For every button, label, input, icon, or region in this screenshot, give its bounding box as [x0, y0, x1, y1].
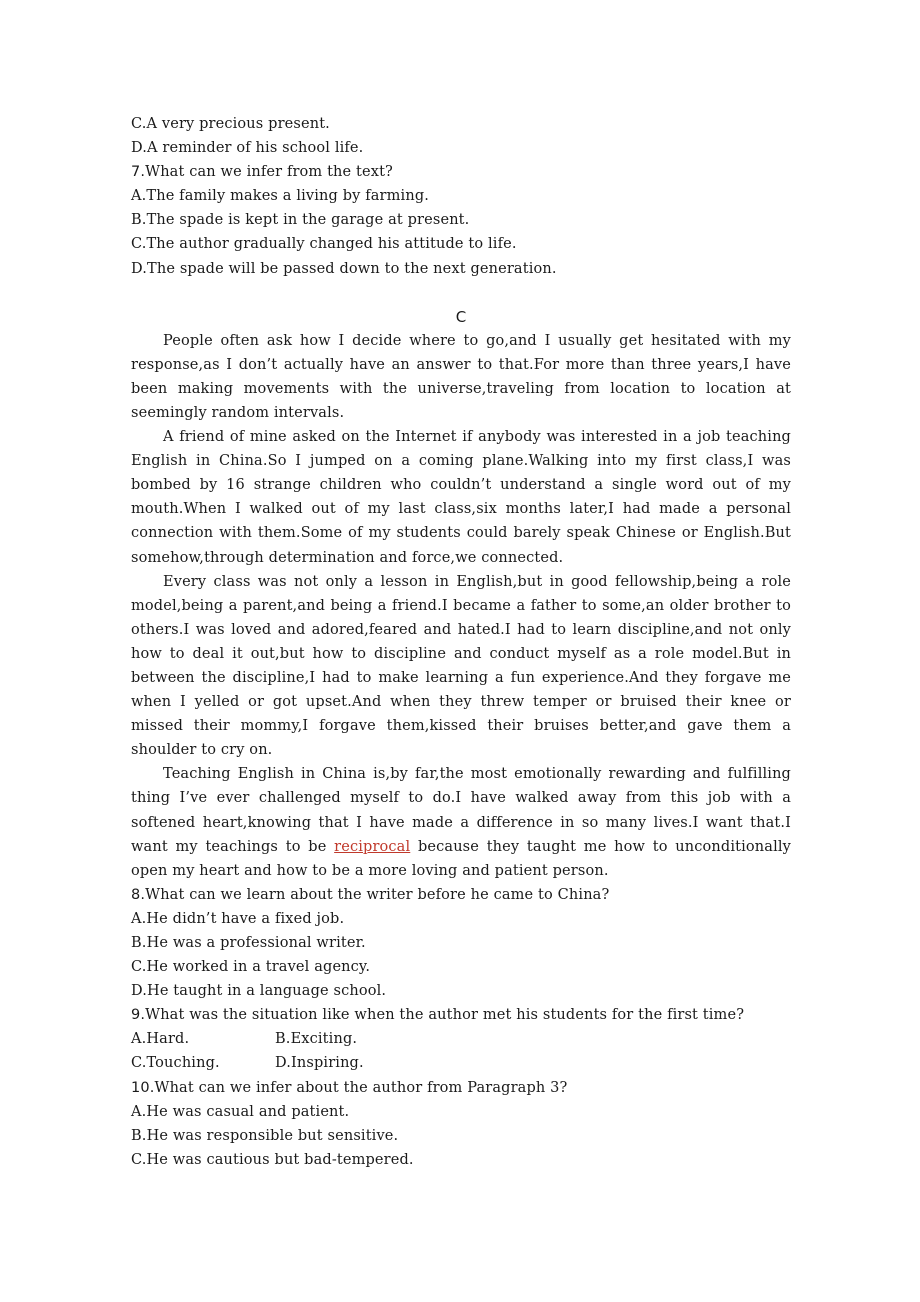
q8-option-a: A.He didn’t have a fixed job. [131, 910, 345, 927]
q9-option-d: D.Inspiring. [275, 1055, 364, 1072]
q8-text: What can we learn about the writer before he came to China? [145, 886, 610, 903]
q9-option-a: A.Hard. [131, 1031, 190, 1048]
p4-text-before: Teaching English in China is,by far,the most emotionally rewarding and fulfilling thing I’ve ever challenged myself to do.I have walked away from this job with a softened heart,knowing that I have made a difference in so many lives.I want that.I want my teachings to be [131, 766, 791, 855]
q10-option-c: C.He was cautious but bad-tempered. [131, 1151, 414, 1168]
q10-number: 10. [131, 1079, 155, 1096]
q8-option-c: C.He worked in a travel agency. [131, 959, 371, 976]
q7-option-b: B.The spade is kept in the garage at present. [131, 212, 470, 229]
q9-number: 9. [131, 1007, 146, 1024]
q9-option-c: C.Touching. [131, 1055, 220, 1072]
q10-stem [131, 1076, 791, 1100]
q9-options-row-2 [131, 1051, 791, 1075]
underlined-word: reciprocal [334, 838, 411, 855]
q8-number: 8. [131, 886, 146, 903]
passage-paragraph-2: A friend of mine asked on the Internet if anybody was interested in a job teaching English in China.So I jumped on a coming plane.Walking into my first class,I was bombed by 16 strange children who couldn’t understand a single word out of my mouth.When I walked out of my last class,six months later,I had made a personal connection with them.Some of my students could barely speak Chinese or English.But somehow,through determination and force,we connected. [131, 429, 791, 566]
q8-option-b: B.He was a professional writer. [131, 935, 366, 951]
q8-option-d: D.He taught in a language school. [131, 983, 387, 1000]
q6-option-c: C.A very precious present. [131, 116, 330, 132]
passage-paragraph-1: People often ask how I decide where to go,and I usually get hesitated with my response,as I don’t actually have an answer to that.For more than three years,I have been making movements with the universe,traveling from location to location at seemingly random intervals. [131, 332, 791, 421]
q6-option-d: D.A reminder of his school life. [131, 140, 364, 157]
q9-text: What was the situation like when the author met his students for the first time? [145, 1007, 745, 1024]
section-heading: C [455, 307, 467, 326]
q9-option-b: B.Exciting. [275, 1031, 358, 1048]
q7-stem [131, 160, 791, 184]
q7-option-d: D.The spade will be passed down to the next generation. [131, 260, 557, 277]
q7-text: What can we infer from the text? [145, 164, 393, 181]
passage-paragraph-3: Every class was not only a lesson in English,but in good fellowship,being a role model,being a parent,and being a friend.I became a father to some,an older brother to others.I was loved and adored,feared and hated.I had to learn discipline,and not only how to deal it out,but how to discipline and conduct myself as a role model.But in between the discipline,I had to make learning a fun experience.And they forgave me when I yelled or got upset.And when they threw temper or bruised their knee or missed their mommy,I forgave them,kissed their bruises better,and gave them a shoulder to cry on. [131, 573, 791, 759]
q9-stem [131, 1003, 791, 1027]
passage-paragraph-4 [131, 762, 791, 882]
q7-option-a: A.The family makes a living by farming. [131, 188, 430, 205]
q8-stem [131, 883, 791, 907]
q10-text: What can we infer about the author from Paragraph 3? [154, 1079, 568, 1096]
q9-options-row-1 [131, 1027, 791, 1051]
q7-number: 7. [131, 164, 146, 181]
document-page [131, 112, 791, 1172]
p4-text-after: because they taught me how to unconditionally open my heart and how to be a more loving and patient person. [131, 838, 791, 879]
q10-option-a: A.He was casual and patient. [131, 1103, 350, 1120]
q7-option-c: C.The author gradually changed his attitude to life. [131, 236, 517, 253]
q10-option-b: B.He was responsible but sensitive. [131, 1127, 399, 1144]
